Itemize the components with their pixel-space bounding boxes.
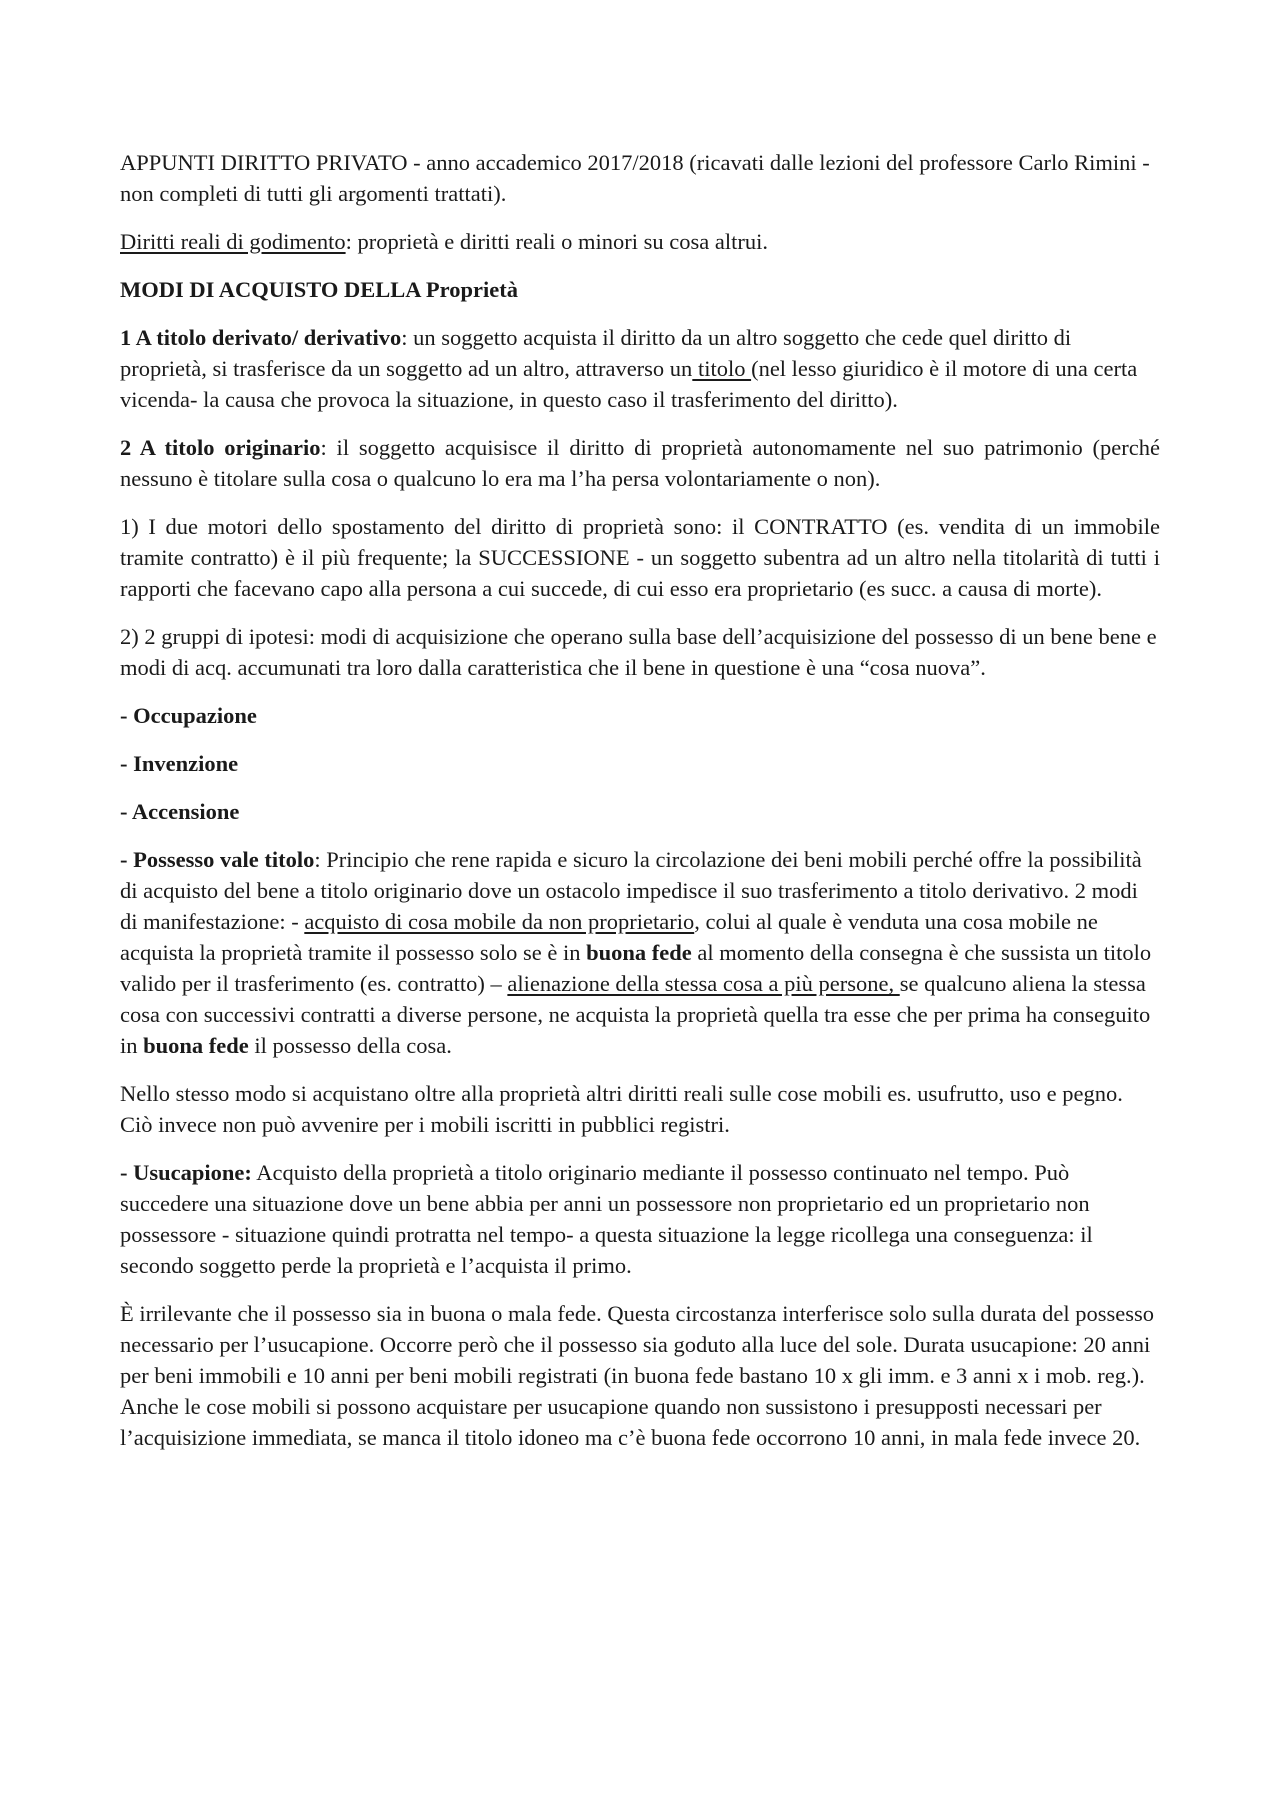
usucapione-label: Usucapione: (133, 1160, 252, 1185)
diritti-reali-paragraph (120, 226, 1160, 257)
possesso-bold-1: buona fede (586, 940, 692, 965)
section-title (120, 274, 1160, 305)
possesso-text-e: il possesso della cosa. (248, 1033, 452, 1058)
possesso-text-b: , colui al quale è venduta una cosa mobile ne acquista la proprietà tramite il possesso solo se è in (120, 909, 1098, 965)
titolo-derivato-label: 1 A titolo derivato/ derivativo (120, 325, 402, 350)
possesso-text-c: al momento della consegna è che sussista un titolo valido per il trasferimento (es. contratto) – (120, 940, 1152, 996)
irrilevante-paragraph: È irrilevante che il possesso sia in buona o mala fede. Questa circostanza interferisce solo sulla durata del possesso necessario per l’usucapione. Occorre però che il possesso sia goduto alla luce del sole. Durata usucapione: 20 anni per beni immobili e 10 anni per beni mobili registrati (in buona fede bastano 10 x gli imm. e 3 anni x i mob. reg.). Anche le cose mobili si possono acquistare per usucapione quando non sussistono i presupposti necessari per l’acquisizione immediata, se manca il titolo idoneo ma c’è buona fede occorrono 10 anni, in mala fede invece 20. (120, 1301, 1155, 1450)
titolo-derivato-text-a: : un soggetto acquista il diritto da un altro soggetto che cede quel diritto di proprietà, si trasferisce da un soggetto ad un altro, attraverso un (120, 325, 1072, 381)
diritti-reali-label: Diritti reali di godimento (120, 229, 346, 254)
document-page (120, 147, 1160, 1470)
possesso-paragraph: - Possesso vale titolo: Principio che rene rapida e sicuro la circolazione dei beni mobili perché offre la possibilità di acquisto del bene a titolo originario dove un ostacolo impedisce il suo trasferimento a titolo derivativo. 2 modi di manifestazione: - acquisto di cosa mobile da non proprietario, colui al quale è venduta una cosa mobile ne acquista la proprietà tramite il possesso solo se è in buona fede al momento della consegna è che sussista un titolo valido per il trasferimento (es. contratto) – alienazione della stessa cosa a più persone, se qualcuno aliena la stessa cosa con successivi contratti a diverse persone, ne acquista la proprietà quella tra esse che per prima ha conseguito in buona fede il possesso della cosa. (120, 847, 1152, 1058)
possesso-text-d: se qualcuno aliena la stessa cosa con successivi contratti a diverse persone, ne acquista la proprietà quella tra esse che per prima ha conseguito in (120, 971, 1151, 1058)
possesso-label: Possesso vale titolo (133, 847, 315, 872)
usucapione-text: Acquisto della proprietà a titolo originario mediante il possesso continuato nel tempo. Può succedere una situazione dove un bene abbia per anni un possessore non proprietario ed un proprietario non possessore - situazione quindi protratta nel tempo- a questa situazione la legge ricollega una conseguenza: il secondo soggetto perde la proprietà e l’acquista il primo. (120, 1160, 1093, 1278)
possesso-underline-2: alienazione della stessa cosa a più persone, (507, 971, 900, 996)
usucapione-paragraph: - Usucapione: Acquisto della proprietà a titolo originario mediante il possesso continuato nel tempo. Può succedere una situazione dove un bene abbia per anni un possessore non proprietario ed un proprietario non possessore - situazione quindi protratta nel tempo- a questa situazione la legge ricollega una conseguenza: il secondo soggetto perde la proprietà e l’acquista il primo. (120, 1160, 1093, 1278)
titolo-derivato-paragraph (120, 322, 1160, 415)
motori-paragraph: 1) I due motori dello spostamento del diritto di proprietà sono: il CONTRATTO (es. vendita di un immobile tramite contratto) è il più frequente; la SUCCESSIONE - un soggetto subentra ad un altro nella titolarità di tutti i rapporti che facevano capo alla persona a cui succede, di cui esso era proprietario (es succ. a causa di morte). (120, 514, 1160, 601)
titolo-derivato-text-b: (nel lesso giuridico è il motore di una certa vicenda- la causa che provoca la situazione, in questo caso il trasferimento del diritto). (120, 356, 1138, 412)
titolo-originario-paragraph (120, 432, 1160, 494)
gruppi-paragraph: 2) 2 gruppi di ipotesi: modi di acquisizione che operano sulla base dell’acquisizione del possesso di un bene bene e modi di acq. accumunati tra loro dalla caratteristica che il bene in questione è una “cosa nuova”. (120, 624, 1157, 680)
occupazione-label: Occupazione (133, 703, 257, 728)
titolo-originario-label: 2 A titolo originario (120, 435, 321, 460)
possesso-underline-1: acquisto di cosa mobile da non proprietario (304, 909, 695, 934)
header-paragraph: APPUNTI DIRITTO PRIVATO - anno accademico 2017/2018 (ricavati dalle lezioni del professore Carlo Rimini - non completi di tutti gli argomenti trattati). (120, 150, 1150, 206)
section-title-caps: MODI DI ACQUISTO DELLA (120, 277, 426, 302)
diritti-reali-text: : proprietà e diritti reali o minori su cosa altrui. (345, 229, 768, 254)
list-item-accensione: - Accensione (120, 799, 240, 824)
possesso-text-a: : Principio che rene rapida e sicuro la circolazione dei beni mobili perché offre la possibilità di acquisto del bene a titolo originario dove un ostacolo impedisce il suo trasferimento a titolo derivativo. 2 modi di manifestazione: - (120, 847, 1142, 934)
list-item-occupazione: - Occupazione (120, 703, 257, 728)
titolo-underlined: titolo (692, 356, 752, 381)
accensione-label: Accensione (131, 799, 240, 824)
invenzione-label: Invenzione (133, 751, 239, 776)
section-title-rest: Proprietà (425, 277, 518, 302)
titolo-originario-text: : il soggetto acquisisce il diritto di proprietà autonomamente nel suo patrimonio (perché nessuno è titolare sulla cosa o qualcuno lo era ma l’ha persa volontariamente o non). (120, 435, 1161, 491)
list-item-invenzione: - Invenzione (120, 751, 239, 776)
possesso-bold-2: buona fede (143, 1033, 249, 1058)
stesso-modo-paragraph: Nello stesso modo si acquistano oltre alla proprietà altri diritti reali sulle cose mobili es. usufrutto, uso e pegno. Ciò invece non può avvenire per i mobili iscritti in pubblici registri. (120, 1081, 1123, 1137)
